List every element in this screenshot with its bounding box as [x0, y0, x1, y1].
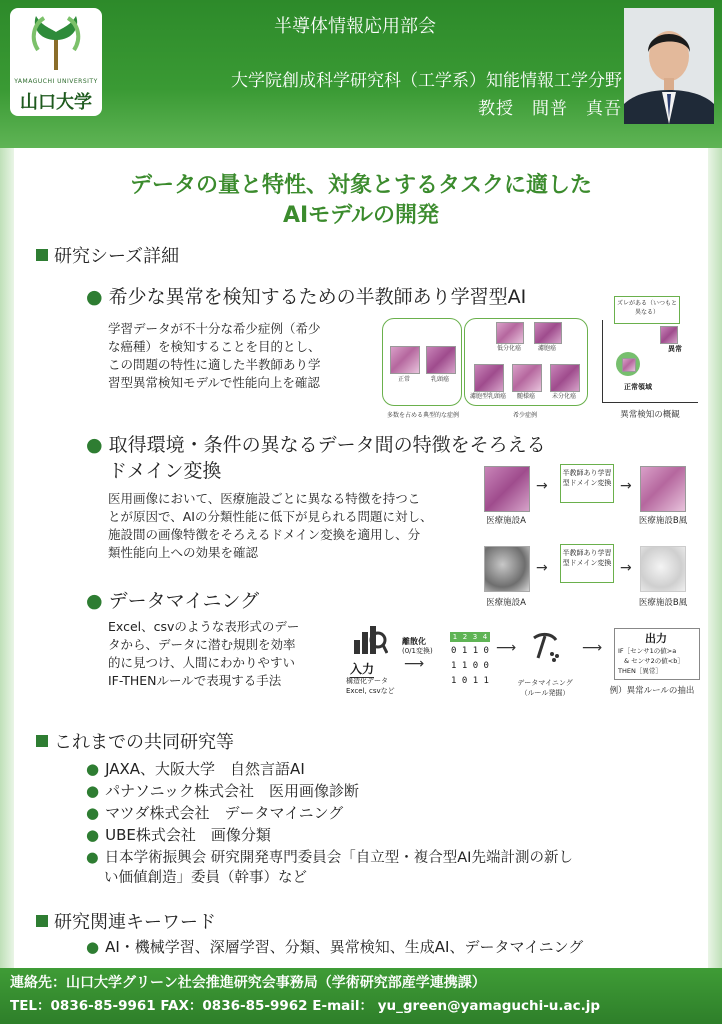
body-line: 学習データが不十分な希少症例（希少: [108, 321, 321, 336]
seed-item1-heading: [86, 282, 526, 309]
histology-image: [390, 346, 420, 374]
histology-image: [474, 364, 504, 392]
source-facility-label: 医療施設A: [486, 516, 526, 526]
binary-table-header: [450, 632, 490, 642]
body-line: な癌種）を検知することを目的とし、: [108, 339, 321, 354]
seed-item2-heading: [86, 430, 546, 457]
seed-item2-body: [108, 490, 478, 562]
square-bullet-icon: [36, 735, 48, 747]
arrow-right-icon: ⟶: [404, 656, 425, 672]
professor-photo: [624, 8, 714, 124]
header-cell: 2: [462, 633, 468, 641]
seed-item1-title: 希少な異常を検知するための半教師あり学習型AI: [108, 286, 527, 308]
list-item-text: 日本学術振興会 研究開発専門委員会「自立型・複合型AI先端計測の新し: [104, 850, 573, 866]
seed-item3-heading: [86, 586, 259, 613]
square-bullet-icon: [36, 915, 48, 927]
keywords-item: [86, 936, 583, 957]
discretize-label: 離散化: [402, 637, 426, 646]
overview-abnormal-label: 異常: [668, 345, 682, 353]
collab-heading: [36, 728, 234, 754]
body-line: Excel、csvのような表形式のデー: [108, 619, 300, 634]
mining-label: データマイニング: [517, 679, 573, 687]
histology-image: [550, 364, 580, 392]
round-bullet-icon: ●: [86, 938, 100, 956]
poster-title-line2: AIモデルの開発: [282, 203, 440, 228]
list-item-text: パナソニック株式会社 医用画像診断: [105, 782, 360, 800]
fig-label: 低分化癌: [496, 345, 521, 352]
data-analysis-icon: [352, 622, 388, 656]
arrow-right-icon: →: [620, 478, 632, 494]
rule-line: THEN［異常］: [618, 667, 662, 675]
logo-emblem-icon: [26, 10, 86, 76]
overview-x-axis: [602, 402, 698, 403]
overview-bubble: ズレがある（いつもと異なる）: [614, 296, 680, 324]
seeds-heading: [36, 242, 179, 268]
body-line: タから、データに潜む規則を効率: [108, 637, 296, 652]
round-bullet-icon: ●: [86, 804, 100, 822]
keywords-heading-text: 研究関連キーワード: [54, 912, 216, 933]
fig-label: 乳頭癌: [430, 376, 449, 383]
rule-line: & センサ2の値<b］: [624, 657, 684, 665]
round-bullet-icon: ●: [86, 590, 103, 612]
fig-label: 未分化癌: [551, 393, 576, 400]
contact-details: TEL：0836-85-9961 FAX：0836-85-9962 E-mail： yu_green@yamaguchi-u.ac.jp: [10, 998, 601, 1014]
fig-label: 髄様癌: [516, 393, 535, 400]
source-facility-label: 医療施設A: [486, 598, 526, 608]
square-bullet-icon: [36, 249, 48, 261]
header-cell: 1: [452, 633, 458, 641]
list-item: [86, 846, 573, 867]
affiliation: 大学院創成科学研究科（工学系）知能情報工学分野: [231, 71, 622, 91]
target-facility-label: 医療施設B風: [638, 598, 688, 608]
rule-line: IF［センサ1の値>a: [618, 647, 677, 655]
list-item: [86, 802, 343, 823]
arrow-right-icon: →: [620, 560, 632, 576]
fig-caption: 希少症例: [512, 412, 537, 419]
discretize-sub: (0/1変換): [402, 647, 433, 655]
overview-caption: 異常検知の概観: [620, 410, 680, 420]
facility-a-image: [484, 466, 530, 512]
body-line: 的に見つけ、人間にわかりやすい: [108, 655, 296, 670]
arrow-right-icon: →: [536, 560, 548, 576]
list-item: [86, 758, 305, 779]
list-item: [86, 780, 359, 801]
department-name: 半導体情報応用部会: [274, 16, 436, 37]
fig-caption: 多数を占める典型的な症例: [386, 412, 459, 419]
seed-item1-body: [108, 320, 378, 392]
seed-item2-title-line2: ドメイン変換: [108, 460, 222, 482]
round-bullet-icon: ●: [86, 850, 99, 866]
arrow-right-icon: ⟶: [582, 640, 603, 656]
logo-english: YAMAGUCHI UNIVERSITY: [14, 78, 98, 85]
collab-heading-text: これまでの共同研究等: [54, 732, 234, 753]
input-label: 入力: [350, 662, 375, 676]
university-logo: [10, 8, 102, 116]
binary-table: [450, 644, 490, 689]
body-line: とが原因で、AIの分類性能に低下が見られる問題に対し、: [108, 509, 433, 524]
input-sub2: Excel, csvなど: [346, 687, 395, 695]
seed-item3-title: データマイニング: [108, 590, 260, 612]
header-cell: 3: [472, 633, 478, 641]
body-line: 習型異常検知モデルで性能向上を確認: [108, 375, 320, 390]
body-line: 医用画像において、医療施設ごとに異なる特徴を持つこ: [108, 491, 421, 506]
fig-label: 濾胞癌: [537, 345, 556, 352]
domain-transform-box: 半教師あり学習型ドメイン変換: [560, 544, 614, 583]
seed-item2-title: 取得環境・条件の異なるデータ間の特徴をそろえる: [108, 434, 546, 456]
body-line: この問題の特性に適した半教師あり学: [108, 357, 321, 372]
professor-name: 教授 間普 真吾: [478, 99, 622, 119]
list-item-text: UBE株式会社 画像分類: [105, 826, 271, 844]
arrow-right-icon: →: [536, 478, 548, 494]
seeds-heading-text: 研究シーズ詳細: [54, 246, 180, 267]
histology-image: [426, 346, 456, 374]
portrait-image: [624, 8, 714, 124]
list-item-text: JAXA、大阪大学 自然言語AI: [105, 760, 305, 778]
output-example: 例）異常ルールの抽出: [609, 686, 695, 696]
header-cell: 4: [482, 633, 488, 641]
body-line: IF-THENルールで表現する手法: [108, 673, 282, 688]
list-item-continuation: い価値創造」委員（幹事）など: [104, 870, 307, 886]
body-line: 施設間の画像特徴をそろえるドメイン変換を適用し、分: [108, 527, 421, 542]
round-bullet-icon: ●: [86, 286, 103, 308]
logo-japanese: 山口大学: [20, 92, 92, 113]
facility-b-image: [640, 546, 686, 592]
list-item-text: マツダ株式会社 データマイニング: [105, 804, 344, 822]
histology-image: [512, 364, 542, 392]
overview-normal-label: 正常領域: [624, 383, 652, 391]
round-bullet-icon: ●: [86, 760, 100, 778]
output-label: 出力: [645, 632, 667, 645]
domain-transform-box: 半教師あり学習型ドメイン変換: [560, 464, 614, 503]
seed-item3-body: [108, 618, 348, 690]
poster-title-line1: データの量と特性、対象とするタスクに適した: [129, 173, 592, 198]
table-row: 0 1 1 0: [451, 646, 489, 656]
arrow-right-icon: ⟶: [496, 640, 517, 656]
right-decor-stripe: [708, 148, 722, 968]
facility-a-image: [484, 546, 530, 592]
fig-label: 濾胞型乳頭癌: [469, 393, 506, 400]
keywords-text: AI・機械学習、深層学習、分類、異常検知、生成AI、データマイニング: [105, 938, 584, 956]
round-bullet-icon: ●: [86, 782, 100, 800]
round-bullet-icon: ●: [86, 826, 100, 844]
body-line: 類性能向上への効果を確認: [108, 545, 259, 560]
mining-sub: （ルール発掘）: [520, 689, 570, 697]
left-decor-stripe: [0, 148, 14, 968]
target-facility-label: 医療施設B風: [638, 516, 688, 526]
normal-sample: [622, 358, 636, 372]
keywords-heading: [36, 908, 216, 934]
histology-image: [534, 322, 562, 344]
input-sub1: 構造化データ: [346, 677, 388, 685]
contact-line: 連絡先：山口大学グリーン社会推進研究会事務局（学術研究部産学連携課）: [10, 975, 486, 991]
overview-y-axis: [602, 320, 603, 402]
facility-b-image: [640, 466, 686, 512]
fig-label: 正常: [397, 376, 410, 383]
table-row: 1 0 1 1: [451, 676, 489, 686]
round-bullet-icon: ●: [86, 434, 103, 456]
table-row: 1 1 0 0: [451, 661, 489, 671]
abnormal-sample: [660, 326, 678, 344]
list-item: [86, 824, 271, 845]
histology-image: [496, 322, 524, 344]
pickaxe-icon: [530, 632, 560, 662]
